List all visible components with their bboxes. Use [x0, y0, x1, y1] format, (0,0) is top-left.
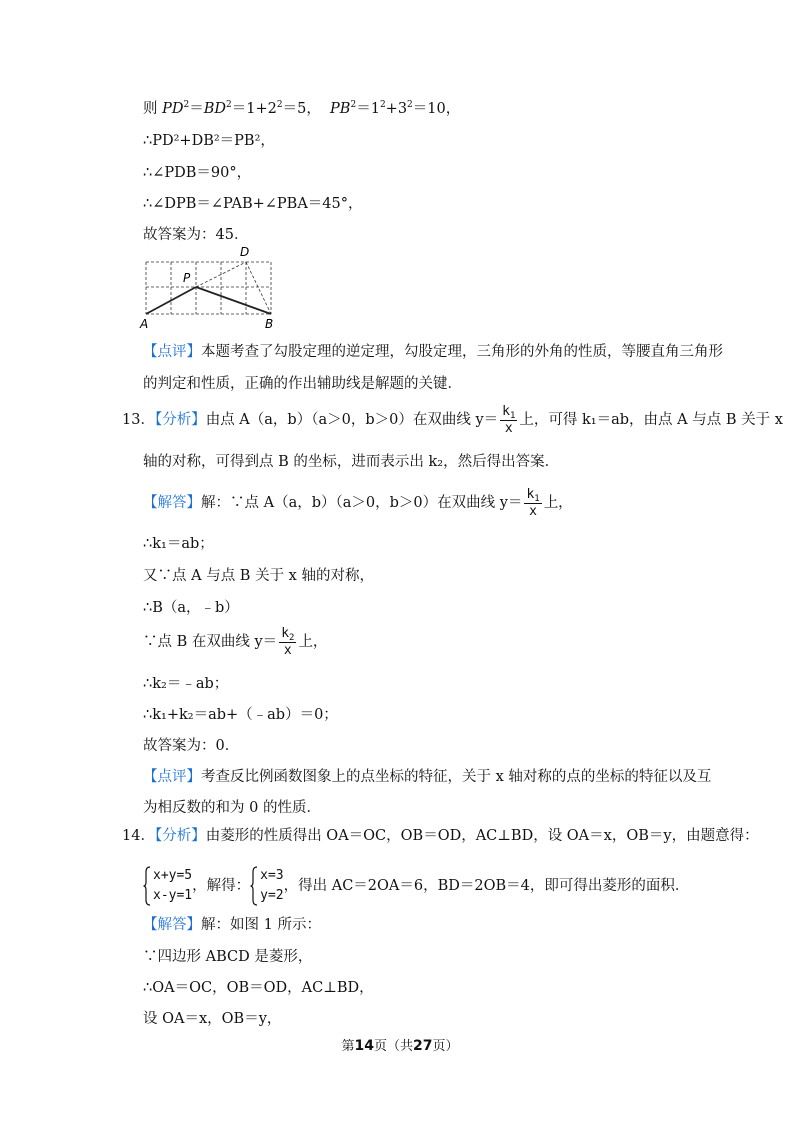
sub: 2	[289, 632, 295, 643]
text: 本题考查了勾股定理的逆定理，勾股定理，三角形的外角的性质，等腰直角三角形	[201, 344, 723, 360]
text: BD	[203, 101, 227, 117]
text: ∵点 B 在双曲线 y＝	[143, 634, 278, 650]
text: 页（共	[373, 1039, 413, 1054]
brace-icon	[250, 866, 258, 906]
page-number: 14	[354, 1038, 374, 1054]
sup: 2	[276, 100, 283, 110]
text: 上，	[298, 634, 328, 650]
frac-num	[524, 487, 541, 504]
q12-line-3: ∴∠PDB＝90°，	[143, 165, 252, 181]
frac-num	[279, 626, 296, 643]
q13-comment-2: 为相反数的和为 0 的性质．	[143, 800, 321, 816]
q13-step-2: 又∵点 A 与点 B 关于 x 轴的对称，	[143, 568, 374, 584]
text: 上，	[543, 495, 573, 511]
q12-line-4: ∴∠DPB＝∠PAB+∠PBA＝45°，	[143, 196, 363, 212]
answer-tag: 【解答】	[143, 495, 201, 511]
sub: 1	[509, 410, 516, 421]
q14-step-1: ∵四边形 ABCD 是菱形，	[143, 949, 313, 965]
frac-den: x	[529, 503, 537, 519]
fraction-k1-x	[500, 404, 517, 437]
q14-analysis-2	[143, 866, 689, 906]
analysis-tag: 【分析】	[154, 412, 206, 428]
text: ，解得：	[192, 878, 251, 894]
answer-tag: 【解答】	[143, 917, 201, 933]
text: 解：如图 1 所示：	[201, 917, 321, 933]
equation: x+y=5	[153, 868, 193, 883]
q13-answer-1	[143, 483, 573, 523]
q13-step-5: ∴k₂＝﹣ab；	[143, 676, 229, 692]
analysis-tag: 【分析】	[154, 828, 206, 844]
text: ＝1+2	[231, 101, 277, 117]
sup: 2	[183, 100, 190, 110]
text: ，得出 AC＝2OA＝6，BD＝2OB＝4，即可得出菱形的面积．	[283, 878, 690, 894]
q13-analysis-1	[122, 400, 783, 440]
q13-step-1: ∴k₁＝ab；	[143, 536, 214, 552]
frac-num	[500, 404, 517, 421]
frac-den: x	[283, 642, 292, 658]
text: 考查反比例函数图象上的点坐标的特征，关于 x 轴对称的点的坐标的特征以及互	[201, 769, 712, 785]
sup: 2	[226, 100, 232, 110]
comment-tag: 【点评】	[143, 344, 201, 360]
q14-step-2: ∴OA＝OC，OB＝OD，AC⊥BD，	[143, 980, 374, 996]
q13-step-6: ∴k₁+k₂＝ab+（﹣ab）＝0；	[143, 707, 338, 723]
q13-analysis-2: 轴的对称，可得到点 B 的坐标，进而表示出 k₂，然后得出答案．	[143, 454, 560, 470]
text: ＝10，	[412, 101, 461, 117]
q13-comment-1	[143, 767, 711, 787]
text: 由点 A（a，b）（a＞0，b＞0）在双曲线 y＝	[205, 412, 499, 428]
text: 由菱形的性质得出 OA＝OC，OB＝OD，AC⊥BD，设 OA＝x，OB＝y，由题意得：	[205, 828, 759, 844]
q14-answer-1	[143, 915, 321, 935]
q14-step-3: 设 OA＝x，OB＝y，	[143, 1011, 282, 1027]
equation: y=2	[260, 888, 284, 903]
sup: 2	[379, 100, 386, 110]
text: 解：∵点 A（a，b）（a＞0，b＞0）在双曲线 y＝	[201, 495, 523, 511]
text: PD	[162, 101, 184, 117]
text: ＝1	[356, 101, 380, 117]
frac-den: x	[504, 420, 513, 436]
page-footer	[0, 1035, 800, 1054]
text: ＝5，	[282, 101, 321, 117]
q13-step-3: ∴B（a，﹣b）	[143, 600, 239, 616]
label-D: D	[240, 245, 250, 259]
q12-line-1	[143, 99, 460, 119]
total-pages: 27	[413, 1038, 433, 1054]
brace-icon	[143, 866, 151, 906]
q12-line-2: ∴PD²+DB²＝PB²，	[143, 133, 275, 149]
text: 上，可得 k₁＝ab，由点 A 与点 B 关于 x	[519, 412, 783, 428]
label-A: A	[140, 317, 149, 331]
fraction-k1-x	[524, 487, 541, 520]
q12-comment-1	[143, 342, 723, 362]
label-P: P	[183, 271, 191, 285]
grid-lines	[146, 262, 271, 314]
text: 则	[143, 101, 163, 117]
comment-tag: 【点评】	[143, 769, 201, 785]
sup: 2	[350, 100, 357, 110]
q12-line-5: 故答案为：45．	[143, 227, 249, 243]
text: 第	[341, 1039, 355, 1054]
text: 页）	[432, 1039, 459, 1054]
text: PB	[330, 101, 351, 117]
equation: x=3	[260, 868, 284, 883]
text: +3	[385, 101, 408, 117]
q13-step-7: 故答案为：0．	[143, 738, 240, 754]
grid-figure	[138, 242, 288, 332]
equation-system-2	[250, 866, 283, 906]
equation: x-y=1	[153, 888, 193, 903]
sub: 1	[534, 493, 540, 504]
sup: 2	[407, 100, 413, 110]
question-number: 13．	[122, 412, 155, 428]
equation-system-1	[143, 866, 192, 906]
fraction-k2-x	[279, 626, 296, 659]
triangle-lines	[146, 287, 271, 314]
text: k	[526, 486, 535, 502]
q14-analysis-1	[122, 826, 759, 846]
text: k	[502, 403, 510, 419]
label-B: B	[265, 317, 274, 331]
q13-step-4	[143, 622, 327, 662]
text: k	[281, 625, 290, 641]
q12-comment-2: 的判定和性质，正确的作出辅助线是解题的关键．	[143, 376, 462, 392]
question-number: 14．	[122, 828, 155, 844]
text: ＝	[189, 101, 204, 117]
